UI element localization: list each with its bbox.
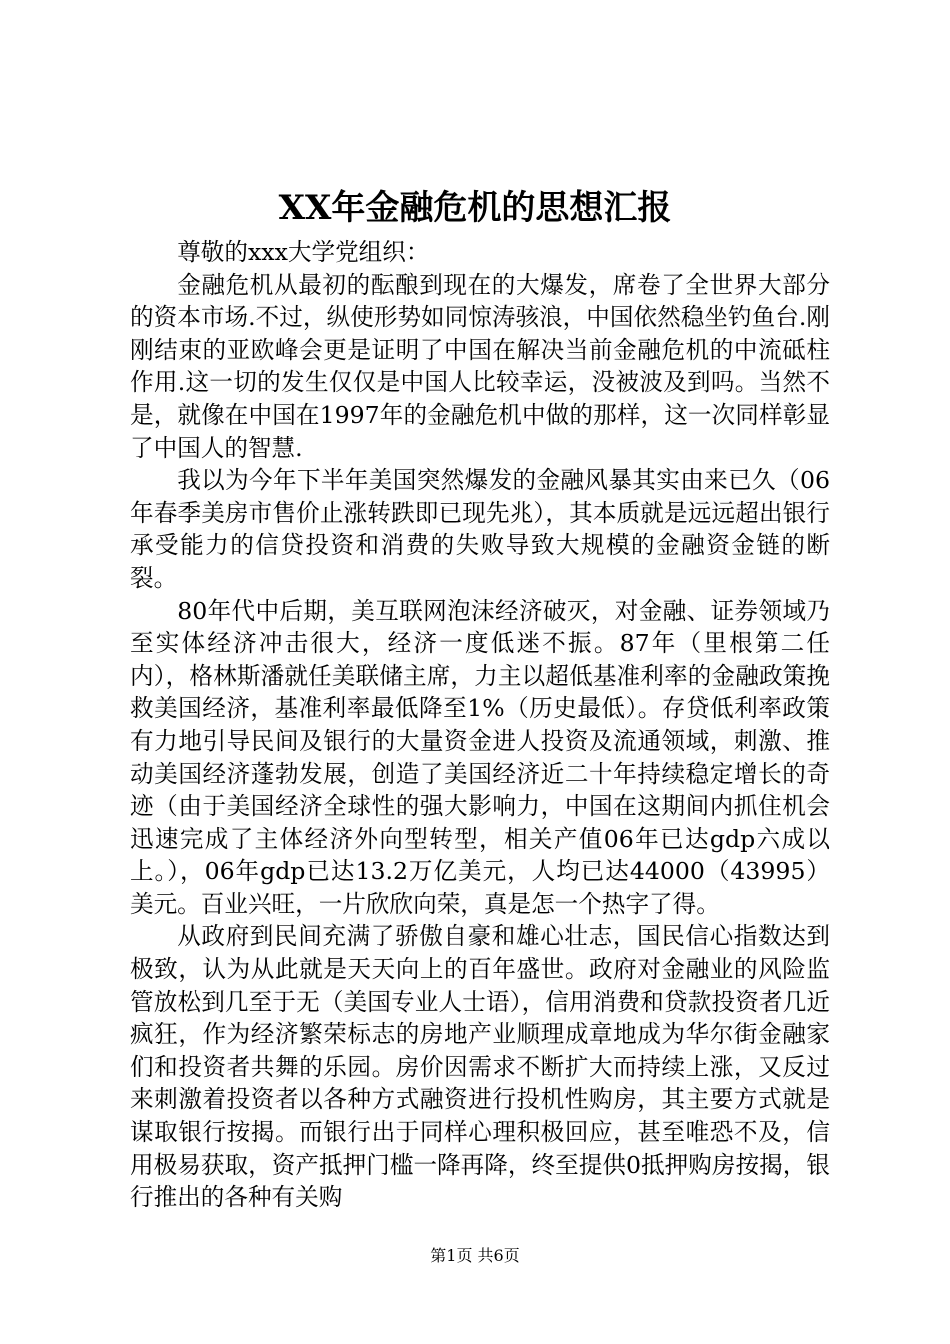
page-number-footer: 第1页 共6页 [430, 1246, 520, 1265]
salutation: 尊敬的xxx大学党组织： [177, 238, 430, 266]
document-body [130, 236, 830, 1214]
paragraph-4: 从政府到民间充满了骄傲自豪和雄心壮志，国民信心指数达到极致，认为从此就是天天向上的百年盛世。政府对金融业的风险监管放松到几至于无（美国专业人士语），信用消费和贷款投资者几近疯狂，作为经济繁荣标志的房地产业顺理成章地成为华尔街金融家们和投资者共舞的乐园。房价因需求不断扩大而持续上涨，又反过来刺激着投资者以各种方式融资进行投机性购房，其主要方式就是谋取银行按揭。而银行出于同样心理积极回应，甚至唯恐不及，信用极易获取，资产抵押门槛一降再降，终至提供0抵押购房按揭，银行推出的各种有关购 [130, 922, 830, 1212]
paragraph-3: 80年代中后期，美互联网泡沫经济破灭，对金融、证券领域乃至实体经济冲击很大，经济一度低迷不振。87年（里根第二任内），格林斯潘就任美联储主席，力主以超低基准利率的金融政策挽救美国经济，基准利率最低降至1%（历史最低）。存贷低利率政策有力地引导民间及银行的大量资金进人投资及流通领域，刺激、推动美国经济蓬勃发展，创造了美国经济近二十年持续稳定增长的奇迹（由于美国经济全球性的强大影响力，中国在这期间内抓住机会迅速完成了主体经济外向型转型，相关产值06年已达gdp六成以上。），06年gdp已达13.2万亿美元，人均已达44000（43995）美元。百业兴旺，一片欣欣向荣，真是怎一个热字了得。 [130, 596, 830, 918]
page-title: XX年金融危机的思想汇报 [278, 188, 672, 228]
paragraph-1: 金融危机从最初的酝酿到现在的大爆发，席卷了全世界大部分的资本市场.不过，纵使形势如同惊涛骇浪，中国依然稳坐钓鱼台.刚刚结束的亚欧峰会更是证明了中国在解决当前金融危机的中流砥柱作用.这一切的发生仅仅是中国人比较幸运，没被波及到吗。当然不是，就像在中国在1997年的金融危机中做的那样，这一次同样彰显了中国人的智慧. [130, 270, 830, 462]
paragraph-2: 我以为今年下半年美国突然爆发的金融风暴其实由来已久（06年春季美房市售价止涨转跌即已现先兆），其本质就是远远超出银行承受能力的信贷投资和消费的失败导致大规模的金融资金链的断裂。 [130, 466, 830, 592]
